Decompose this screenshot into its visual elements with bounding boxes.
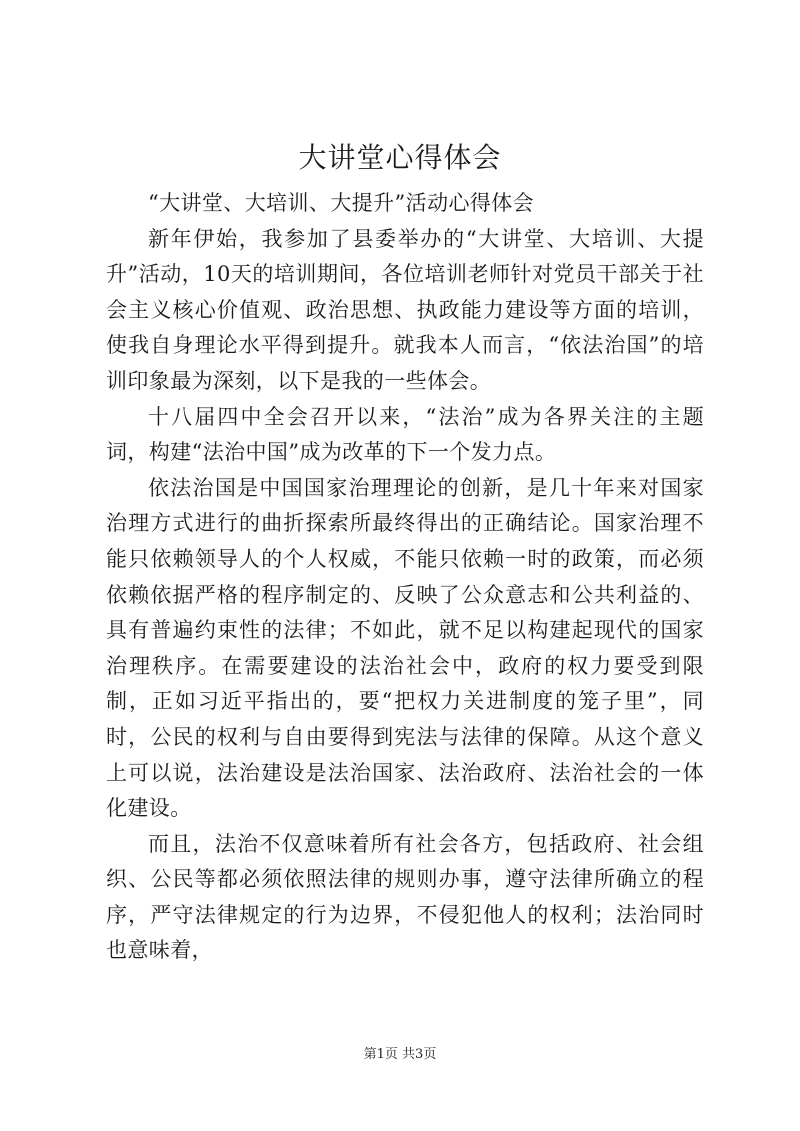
- subtitle-paragraph: “大讲堂、大培训、大提升”活动心得体会: [148, 191, 535, 215]
- document-body: [106, 186, 704, 969]
- page-number-footer: 第1页 共3页: [363, 1047, 437, 1062]
- body-paragraph: 而且，法治不仅意味着所有社会各方，包括政府、社会组织、公民等都必须依照法律的规则办事，遵守法律所确立的程序，严守法律规定的行为边界，不侵犯他人的权利；法治同时也意味着，: [106, 831, 704, 963]
- body-paragraph: 新年伊始，我参加了县委举办的“大讲堂、大培训、大提升”活动，10天的培训期间，各位培训老师针对党员干部关于社会主义核心价值观、政治思想、执政能力建设等方面的培训，使我自身理论水平得到提升。就我本人而言，“依法治国”的培训印象最为深刻，以下是我的一些体会。: [106, 226, 704, 393]
- body-paragraph: 依法治国是中国国家治理理论的创新，是几十年来对国家治理方式进行的曲折探索所最终得出的正确结论。国家治理不能只依赖领导人的个人权威，不能只依赖一时的政策，而必须依赖依据严格的程序制定的、反映了公众意志和公共利益的、具有普遍约束性的法律；不如此，就不足以构建起现代的国家治理秩序。在需要建设的法治社会中，政府的权力要受到限制，正如习近平指出的，要“把权力关进制度的笼子里”，同时，公民的权利与自由要得到宪法与法律的保障。从这个意义上可以说，法治建设是法治国家、法治政府、法治社会的一体化建设。: [106, 475, 704, 821]
- document-title: 大讲堂心得体会: [298, 141, 502, 174]
- body-paragraph: 十八届四中全会召开以来，“法治”成为各界关注的主题词，构建“法治中国”成为改革的下一个发力点。: [106, 404, 704, 465]
